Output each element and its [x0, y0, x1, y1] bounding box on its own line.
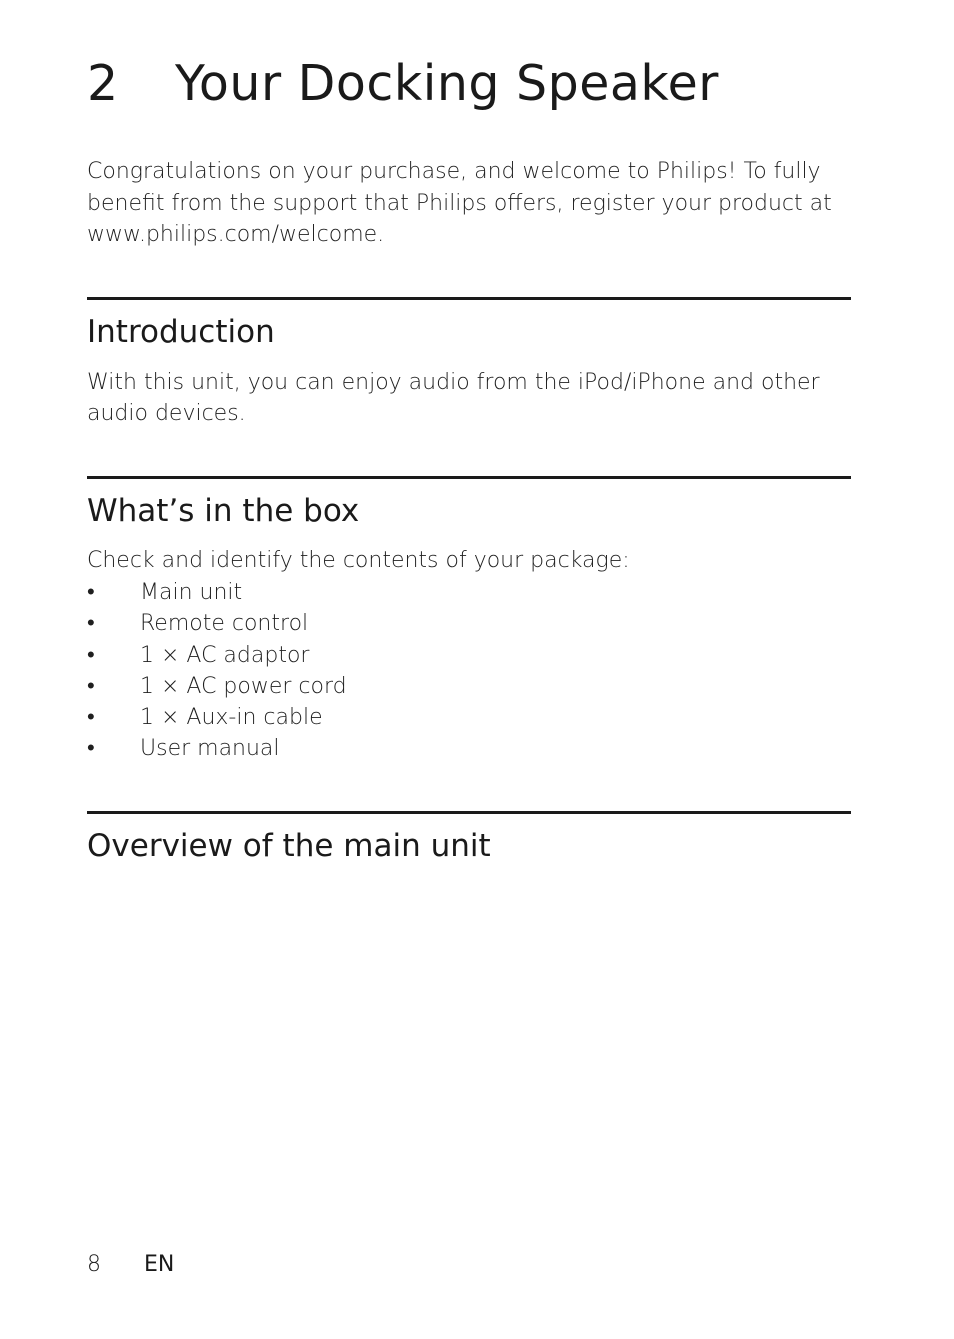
bullet-glyph: •: [87, 736, 95, 762]
bullet-glyph: •: [87, 642, 95, 668]
introduction-paragraph: With this unit, you can enjoy audio from the iPod/iPhone and other audio devices.: [87, 370, 820, 426]
list-item-text: 1 × AC power cord: [140, 673, 347, 699]
list-item-text: User manual: [140, 736, 280, 762]
bullet-glyph: •: [87, 611, 95, 637]
section-divider-box: [87, 476, 851, 479]
manual-page: [87, 0, 851, 1339]
page-number: 8: [87, 1252, 101, 1277]
bullet-glyph: •: [87, 673, 95, 699]
chapter-title: [87, 56, 719, 112]
section-title-whats-in-box: What’s in the box: [87, 493, 360, 529]
section-title-overview: Overview of the main unit: [87, 828, 491, 864]
bullet-glyph: •: [87, 705, 95, 731]
language-code: EN: [144, 1252, 175, 1277]
section-divider-overview: [87, 811, 851, 814]
chapter-title-text: Your Docking Speaker: [175, 55, 719, 112]
bullet-glyph: •: [87, 580, 95, 605]
section-divider-introduction: [87, 297, 851, 300]
section-title-introduction: Introduction: [87, 314, 275, 350]
chapter-number: 2: [87, 55, 119, 112]
list-item-text: 1 × Aux-in cable: [140, 705, 323, 731]
box-lead-text: Check and identify the contents of your package:: [87, 548, 630, 573]
list-item-text: Remote control: [140, 611, 309, 637]
page-footer: [87, 1250, 174, 1280]
list-item-text: Main unit: [140, 580, 243, 605]
list-item-text: 1 × AC adaptor: [140, 642, 310, 668]
intro-paragraph: Congratulations on your purchase, and welcome to Philips! To fully benefit from the support that Philips offers, register your product at www.philips.com/welcome.: [87, 159, 832, 247]
